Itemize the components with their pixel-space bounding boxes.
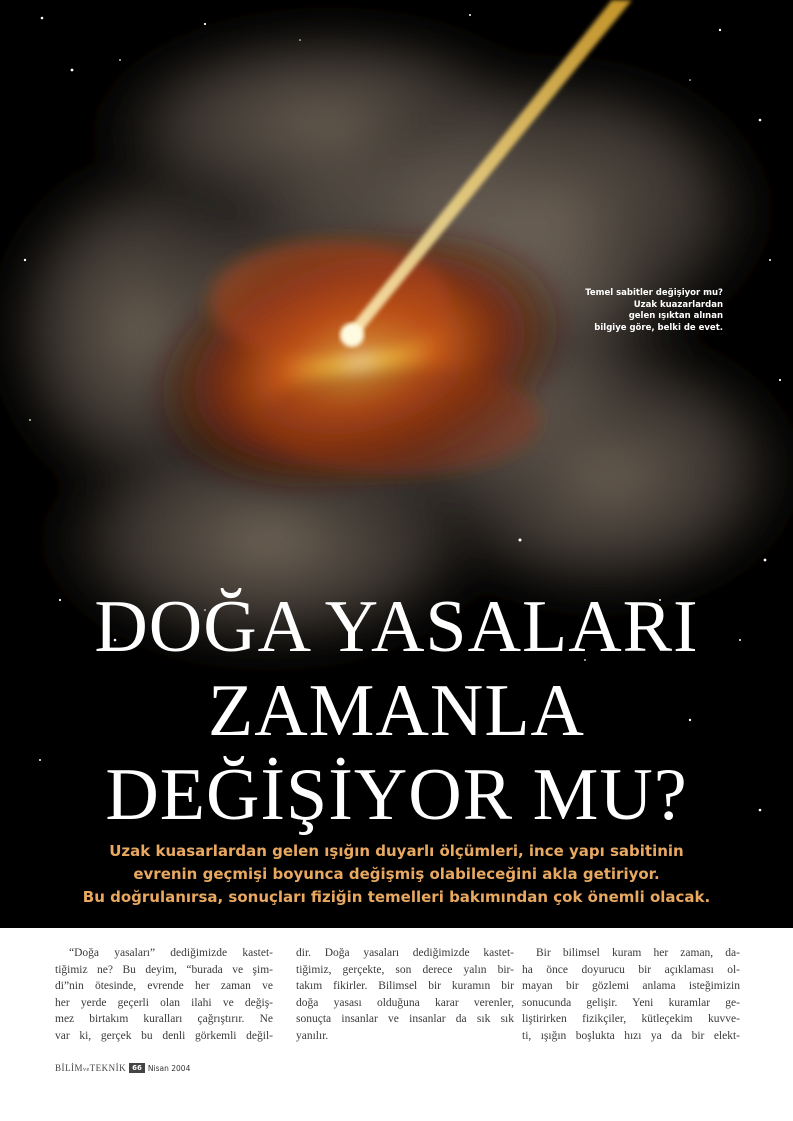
body-line: tiğimiz, gerçekte, son derece yalın bir- [296,963,514,976]
body-line: tiğimiz ne? Bu deyim, “burada ve şim- [55,963,273,976]
body-line: ti, ışığın boşlukta hızı ya da bir elekt- [522,1029,740,1042]
subtitle-line: Uzak kuasarlardan gelen ışığın duyarlı ölçümleri, ince yapı sabitinin [109,842,684,860]
body-line: dir. Doğa yasaları dediğimizde kastet- [296,947,514,959]
caption-line: Uzak kuazarlardan [633,299,723,310]
article-title [0,585,793,837]
body-line: Bir bilimsel kuram her zaman, da- [536,947,740,959]
title-line: ZAMANLA [208,670,585,752]
body-column-3 [522,945,740,1044]
body-line: doğa yasası olduğuna karar verenler, [296,996,514,1009]
body-line: di”nin ötesinde, evrende her zaman ve [55,980,273,992]
body-column-2 [296,945,514,1044]
page-number: 66 [129,1063,145,1073]
article-subtitle [0,840,793,909]
magazine-brand [55,1063,126,1073]
body-line: takım fikirler. Bilimsel bir kuramın bir [296,980,514,992]
body-line: sonuçta insanlar ve insanlar da sık sık [296,1013,514,1025]
image-caption [523,288,723,334]
brand-ve: ve [83,1067,90,1073]
issue-date: Nisan 2004 [147,1063,191,1073]
body-line: mez birtakım kuralları çağrıştırır. Ne [55,1013,273,1025]
body-line: ha önce doyurucu bir açıklaması ol- [522,963,740,976]
brand-main: BİLİM [55,1063,83,1073]
caption-line: bilgiye göre, belki de evet. [594,322,723,333]
title-line: DEĞİŞİYOR MU? [105,754,688,836]
body-line: mayan bir gözlemi anlama isteğimizin [522,980,740,992]
body-line: liştirirken fizikçiler, kütleçekim kuvve- [522,1013,740,1025]
subtitle-line: evrenin geçmişi boyunca değişmiş olabileceğini akla getiriyor. [133,865,660,883]
subtitle-line: Bu doğrulanırsa, sonuçları fiziğin temelleri bakımından çok önemli olacak. [82,888,711,906]
caption-line: gelen ışıktan alınan [628,311,723,322]
body-line: sonucunda gelişir. Yeni kuramlar ge- [522,996,740,1009]
caption-line: Temel sabitler değişiyor mu? [585,288,723,298]
title-line: DOĞA YASALARI [94,586,699,668]
body-line: her yerde geçerli olan ilahi ve değiş- [55,996,273,1009]
body-column-1 [55,945,273,1044]
body-line: “Doğa yasaları” dediğimizde kastet- [69,947,273,959]
brand-end: TEKNİK [89,1063,127,1073]
body-line: var ki, gerçek bu denli görkemli değil- [55,1029,273,1042]
body-line: yanılır. [296,1029,329,1042]
page-footer [55,1063,190,1073]
